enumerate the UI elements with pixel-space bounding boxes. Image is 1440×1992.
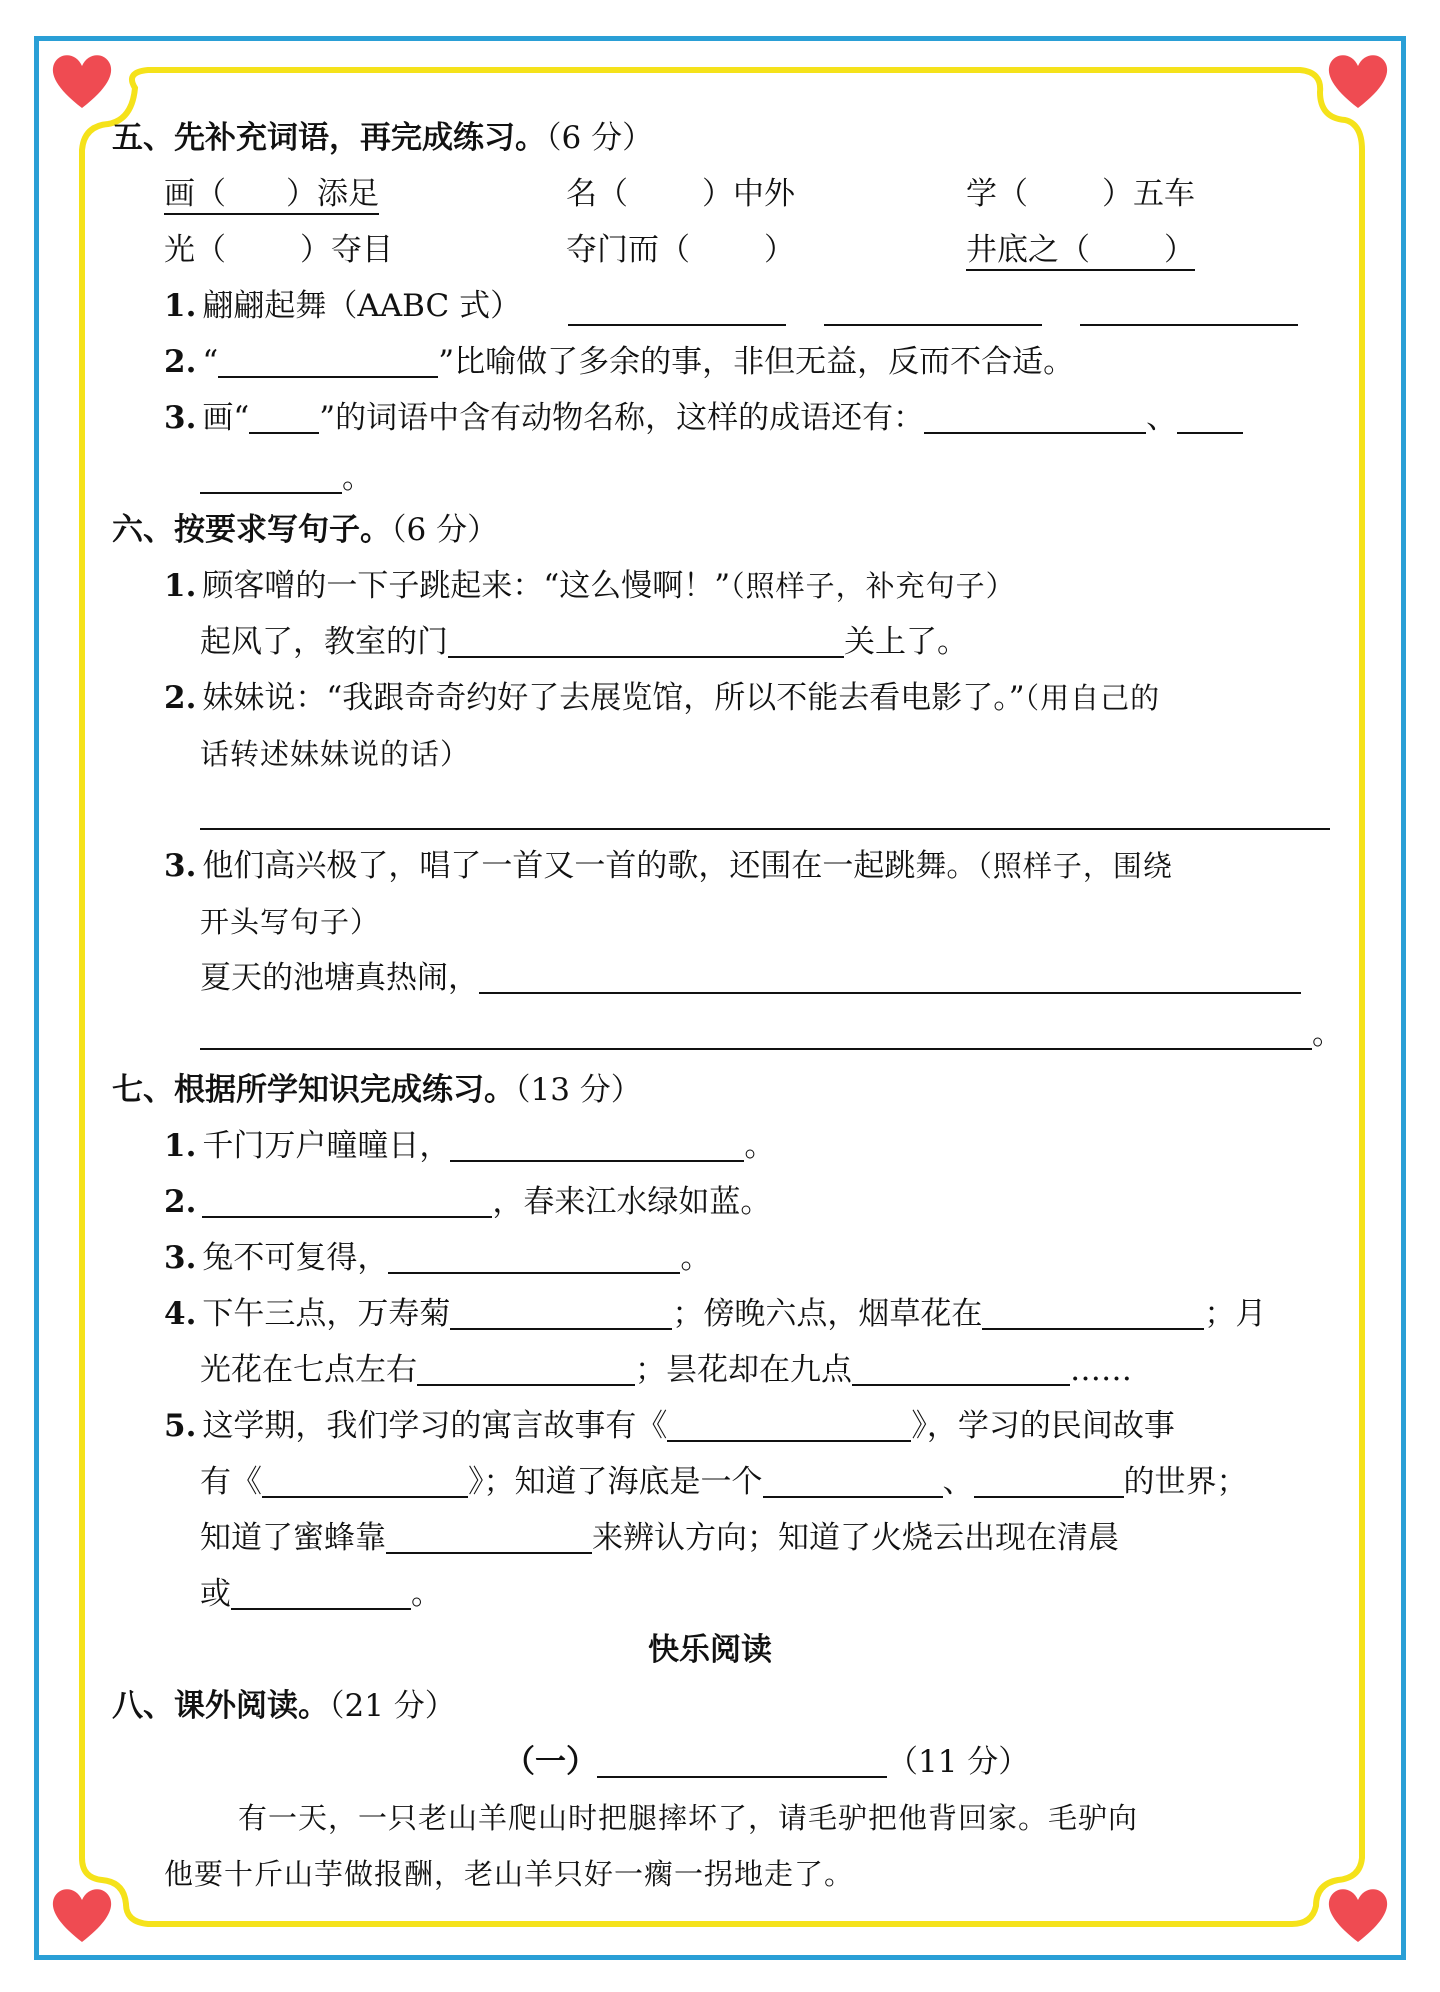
reading-paragraph-line-1: 有一天，一只老山羊爬山时把腿摔坏了，请毛驴把他背回家。毛驴向 bbox=[238, 1801, 1139, 1835]
answer-blank[interactable] bbox=[982, 1296, 1204, 1330]
answer-blank[interactable] bbox=[417, 1352, 635, 1386]
sec7-q5-cont-2: 知道了蜜蜂靠 来辨认方向；知道了火烧云出现在清晨 bbox=[200, 1520, 1119, 1556]
sec6-q3: 3. 他们高兴极了，唱了一首又一首的歌，还围在一起跳舞。（照样子，围绕 bbox=[164, 848, 1173, 884]
title-blank[interactable] bbox=[597, 1744, 887, 1778]
answer-blank[interactable] bbox=[200, 460, 342, 494]
idiom-4: 光（ ）夺目 bbox=[164, 232, 393, 268]
answer-blank[interactable] bbox=[690, 234, 764, 266]
section-7-heading: 七、根据所学知识完成练习。（13 分） bbox=[112, 1072, 642, 1108]
answer-blank[interactable] bbox=[448, 624, 844, 658]
answer-blank[interactable] bbox=[200, 1016, 1312, 1050]
answer-blank[interactable] bbox=[226, 234, 300, 266]
answer-line[interactable] bbox=[200, 828, 1330, 830]
sec7-q2: 2. ，春来江水绿如蓝。 bbox=[164, 1184, 772, 1220]
answer-blank[interactable] bbox=[202, 1184, 492, 1218]
answer-blank[interactable] bbox=[763, 1464, 943, 1498]
answer-blank[interactable] bbox=[568, 292, 786, 326]
answer-blank[interactable] bbox=[1080, 292, 1298, 326]
sec6-q2-note: 话转述妹妹说的话） bbox=[200, 737, 471, 771]
reading-header: 快乐阅读 bbox=[648, 1632, 772, 1668]
sec6-q3-answer: 夏天的池塘真热闹， bbox=[200, 958, 1301, 998]
answer-blank[interactable] bbox=[450, 1128, 744, 1162]
sec7-q5: 5. 这学期，我们学习的寓言故事有《 》，学习的民间故事 bbox=[164, 1408, 1175, 1444]
sec5-q2: 2. “ ”比喻做了多余的事，非但无益，反而不合适。 bbox=[164, 344, 1075, 380]
answer-blank[interactable] bbox=[479, 960, 1301, 994]
sec7-q5-cont-3: 或 。 bbox=[200, 1576, 442, 1612]
sec5-q3: 3. 画“ ”的词语中含有动物名称，这样的成语还有： 、 bbox=[164, 398, 1243, 438]
idiom-6: 井底之（ ） bbox=[966, 230, 1195, 270]
sec5-q1: 1. 翩翩起舞（AABC 式） bbox=[164, 288, 522, 324]
answer-blank[interactable] bbox=[852, 1352, 1070, 1386]
idiom-2: 名（ ）中外 bbox=[566, 176, 795, 212]
idiom-5: 夺门而（ ） bbox=[566, 232, 795, 268]
answer-blank[interactable] bbox=[226, 178, 286, 210]
answer-blank[interactable] bbox=[628, 178, 702, 210]
section-6-heading: 六、按要求写句子。（6 分） bbox=[112, 512, 499, 548]
sec7-q4: 4. 下午三点，万寿菊 ；傍晚六点，烟草花在 ；月 bbox=[164, 1296, 1267, 1332]
sec7-q3: 3. 兔不可复得， 。 bbox=[164, 1240, 712, 1276]
sec7-q4-cont: 光花在七点左右 ；昙花却在九点 …… bbox=[200, 1352, 1132, 1388]
reading-subtitle: （一） （11 分） bbox=[504, 1744, 1030, 1780]
answer-blank[interactable] bbox=[450, 1296, 672, 1330]
sec6-q1-answer: 起风了，教室的门 关上了。 bbox=[200, 624, 968, 660]
reading-paragraph-line-2: 他要十斤山芋做报酬，老山羊只好一瘸一拐地走了。 bbox=[164, 1857, 855, 1891]
sec7-q5-cont-1: 有《 》；知道了海底是一个 、 的世界； bbox=[200, 1464, 1248, 1500]
answer-blank[interactable] bbox=[262, 1464, 468, 1498]
answer-blank[interactable] bbox=[924, 400, 1146, 434]
answer-blank[interactable] bbox=[1177, 400, 1243, 434]
answer-blank[interactable] bbox=[1028, 178, 1102, 210]
answer-blank[interactable] bbox=[1090, 234, 1164, 266]
answer-blank[interactable] bbox=[667, 1408, 911, 1442]
section-5-heading: 五、先补充词语，再完成练习。（6 分） bbox=[112, 120, 654, 156]
answer-blank[interactable] bbox=[386, 1520, 592, 1554]
answer-blank[interactable] bbox=[824, 292, 1042, 326]
section-8-heading: 八、课外阅读。（21 分） bbox=[112, 1688, 456, 1724]
answer-blank[interactable] bbox=[974, 1464, 1124, 1498]
sec6-q3-answer-cont: 。 bbox=[200, 1014, 1343, 1054]
sec6-q1: 1. 顾客噌的一下子跳起来：“这么慢啊！”（照样子，补充句子） bbox=[164, 568, 1016, 604]
answer-blank[interactable] bbox=[249, 400, 319, 434]
sec5-q3-cont: 。 bbox=[200, 458, 373, 498]
sec7-q1: 1. 千门万户曈曈日， 。 bbox=[164, 1128, 776, 1164]
answer-blank[interactable] bbox=[231, 1576, 411, 1610]
answer-blank[interactable] bbox=[388, 1240, 680, 1274]
sec6-q2: 2. 妹妹说：“我跟奇奇约好了去展览馆，所以不能去看电影了。”（用自己的 bbox=[164, 680, 1161, 716]
idiom-3: 学（ ）五车 bbox=[966, 176, 1195, 212]
sec6-q3-note: 开头写句子） bbox=[200, 905, 381, 939]
answer-blank[interactable] bbox=[218, 344, 438, 378]
idiom-1: 画（ ）添足 bbox=[164, 174, 379, 214]
